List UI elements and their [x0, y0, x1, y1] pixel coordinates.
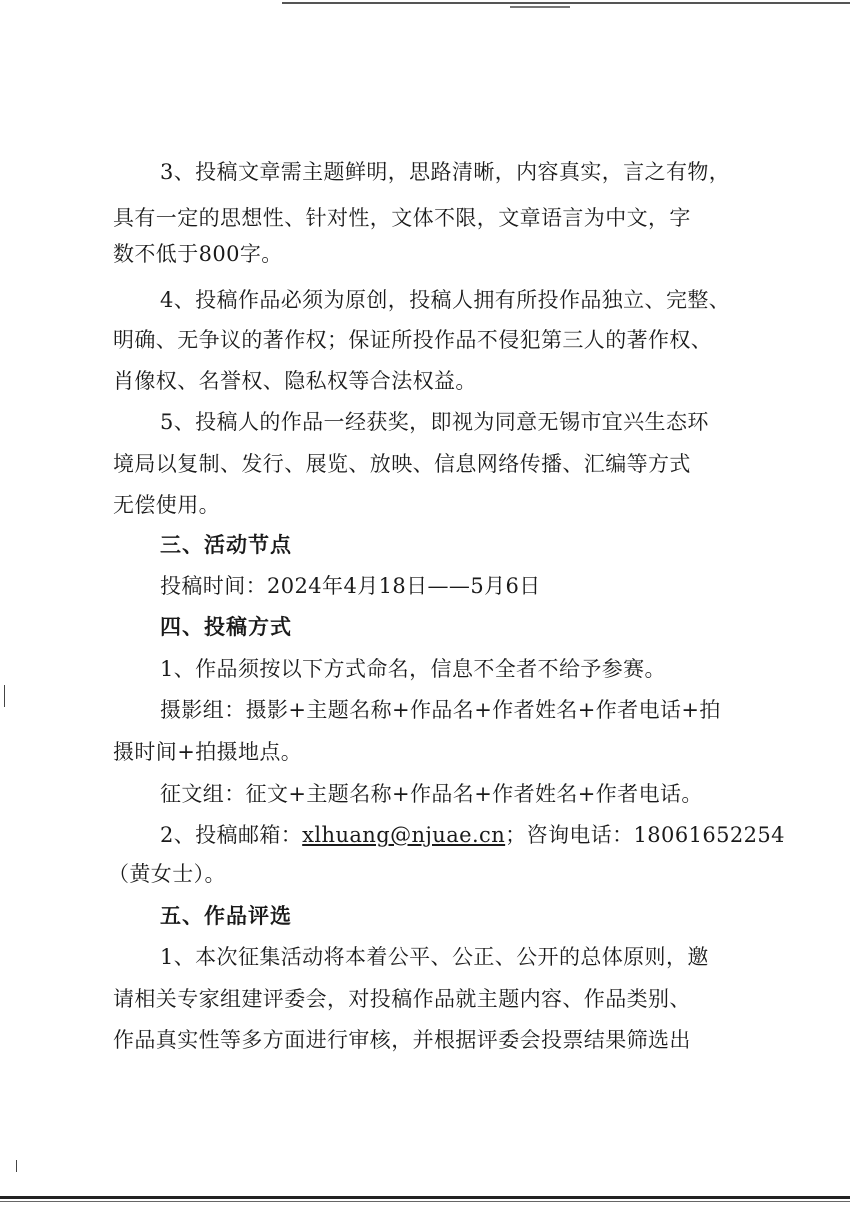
paragraph-line: 摄时间+拍摄地点。 — [113, 740, 303, 764]
paragraph-line: 1、作品须按以下方式命名，信息不全者不给予参赛。 — [160, 657, 666, 681]
paragraph-line: 投稿时间：2024年4月18日——5月6日 — [160, 574, 541, 598]
paragraph-line: 具有一定的思想性、针对性，文体不限，文章语言为中文，字 — [113, 206, 691, 230]
top-border-line — [282, 2, 850, 4]
email-label: 2、投稿邮箱： — [160, 823, 303, 847]
paragraph-line: 摄影组：摄影+主题名称+作品名+作者姓名+作者电话+拍 — [160, 698, 721, 722]
paragraph-line: 征文组：征文+主题名称+作品名+作者姓名+作者电话。 — [160, 782, 703, 806]
paragraph-line — [160, 820, 785, 850]
section-heading: 三、活动节点 — [160, 533, 292, 557]
paragraph-line: 明确、无争议的著作权；保证所投作品不侵犯第三人的著作权、 — [113, 328, 713, 352]
paragraph-line: 肖像权、名誉权、隐私权等合法权益。 — [113, 369, 477, 393]
paragraph-line: 请相关专家组建评委会，对投稿作品就主题内容、作品类别、 — [113, 987, 691, 1011]
bottom-border-line — [0, 1196, 850, 1199]
scan-mark — [16, 1160, 17, 1172]
paragraph-line: 4、投稿作品必须为原创，投稿人拥有所投作品独立、完整、 — [160, 288, 731, 312]
paragraph-line: 无偿使用。 — [113, 493, 220, 517]
section-heading: 四、投稿方式 — [160, 615, 292, 639]
paragraph-line: （黄女士）。 — [108, 862, 226, 886]
paragraph-line: 作品真实性等多方面进行审核，并根据评委会投票结果筛选出 — [113, 1028, 691, 1052]
phone-text: ；咨询电话：18061652254 — [505, 823, 785, 847]
scan-mark — [4, 685, 5, 707]
paragraph-line: 数不低于800字。 — [113, 242, 283, 266]
section-heading: 五、作品评选 — [160, 904, 292, 928]
paragraph-line: 境局以复制、发行、展览、放映、信息网络传播、汇编等方式 — [113, 452, 691, 476]
paragraph-line: 3、投稿文章需主题鲜明，思路清晰，内容真实，言之有物， — [160, 160, 731, 184]
bottom-border-line-thin — [0, 1201, 850, 1202]
paragraph-line: 1、本次征集活动将本着公平、公正、公开的总体原则，邀 — [160, 945, 709, 969]
email-link[interactable]: xlhuang@njuae.cn — [302, 823, 506, 847]
paragraph-line: 5、投稿人的作品一经获奖，即视为同意无锡市宜兴生态环 — [160, 410, 709, 434]
top-border-mark — [510, 6, 570, 8]
